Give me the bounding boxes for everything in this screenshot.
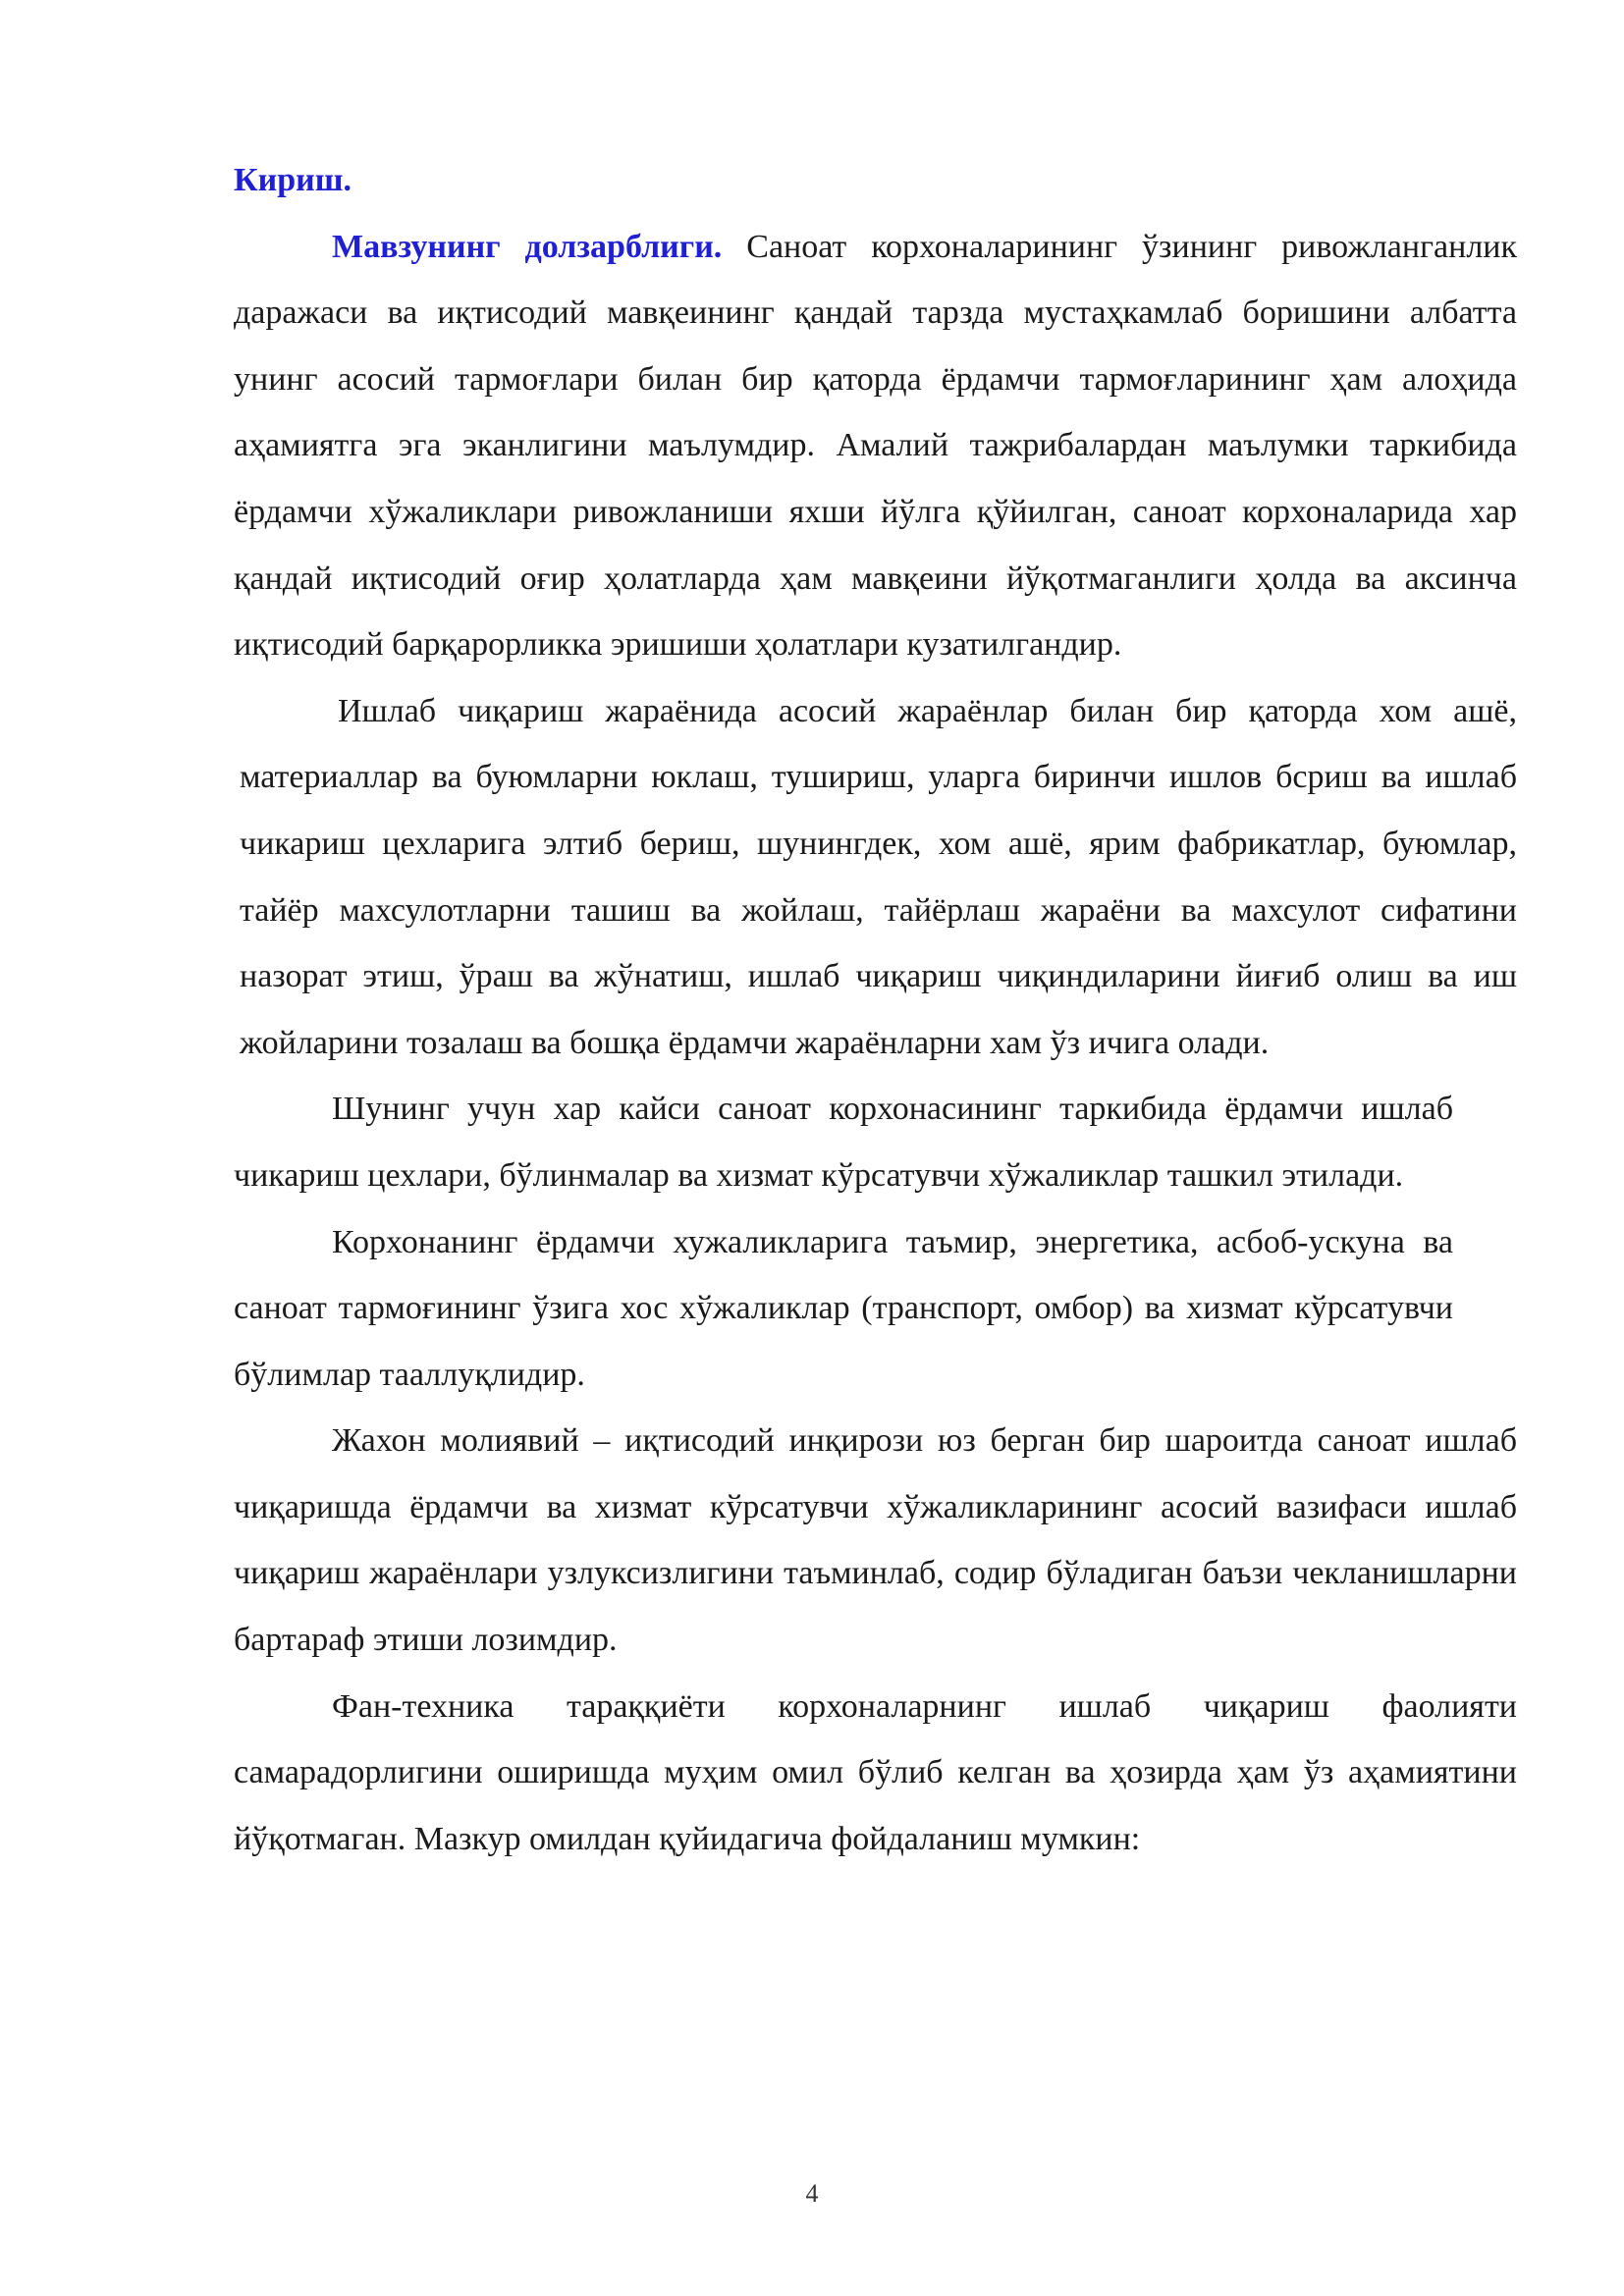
- section-heading: Кириш.: [234, 162, 352, 198]
- paragraph-scientific-progress: Фан-техника тараққиёти корхоналарнинг ишлаб чиқариш фаолияти самарадорлигини оширишда муҳим омил бўлиб келган ва ҳозирда ҳам ўз аҳамиятини йўқотмаган. Мазкур омилдан қуйидагича фойдаланиш мумкин:: [234, 1687, 1517, 1857]
- paragraph-text: Саноат корхоналарининг ўзининг ривожланганлик даражаси ва иқтисодий мавқеининг қандай тарзда мустаҳкамлаб боришини албатта унинг асосий тармоғлари билан бир қаторда ёрдамчи тармоғларининг ҳам алоҳида аҳамиятга эга эканлигини маълумдир. Амалий тажрибалардан маълумки таркибида ёрдамчи хўжаликлари ривожланиши яхши йўлга қўйилган, саноат корхоналарида хар қандай иқтисодий оғир ҳолатларда ҳам мавқеини йўқотмаганлиги ҳолда ва аксинча иқтисодий барқарорликка эришиши ҳолатлари кузатилгандир.: [234, 228, 1517, 664]
- paragraph-financial-crisis: Жахон молиявий – иқтисодий инқирози юз берган бир шароитда саноат ишлаб чиқаришда ёрдамчи ва хизмат кўрсатувчи хўжаликларининг асосий вазифаси ишлаб чиқариш жараёнлари узлуксизлигини таъминлаб, содир бўладиган баъзи чекланишларни бартараф этиши лозимдир.: [234, 1422, 1517, 1659]
- page-number: 4: [805, 2179, 819, 2208]
- paragraph-production-processes: Ишлаб чиқариш жараёнида асосий жараёнлар билан бир қаторда хом ашё, материаллар ва буюмларни юклаш, тушириш, уларга биринчи ишлов бсриш ва ишлаб чикариш цехларига элтиб бериш, шунингдек, хом ашё, ярим фабрикатлар, буюмлар, тайёр махсулотларни ташиш ва жойлаш, тайёрлаш жараёни ва махсулот сифатини назорат этиш, ўраш ва жўнатиш, ишлаб чиқариш чиқиндиларини йиғиб олиш ва иш жойларини тозалаш ва бошқа ёрдамчи жараёнларни хам ўз ичига олади.: [240, 692, 1517, 1061]
- paragraph-lead-title: Мавзунинг долзарблиги.: [332, 228, 723, 265]
- body-text-column: [234, 147, 1517, 1872]
- paragraph-auxiliary-economies: Корхонанинг ёрдамчи хужаликларига таъмир, энергетика, асбоб-ускуна ва саноат тармоғининг ўзига хос хўжаликлар (транспорт, омбор) ва хизмат кўрсатувчи бўлимлар тааллуқлидир.: [234, 1223, 1453, 1393]
- paragraph-relevance: [234, 214, 1517, 678]
- paragraph-auxiliary-shops: Шунинг учун хар кайси саноат корхонасининг таркибида ёрдамчи ишлаб чикариш цехлари, бўлинмалар ва хизмат кўрсатувчи хўжаликлар ташкил этилади.: [234, 1091, 1453, 1194]
